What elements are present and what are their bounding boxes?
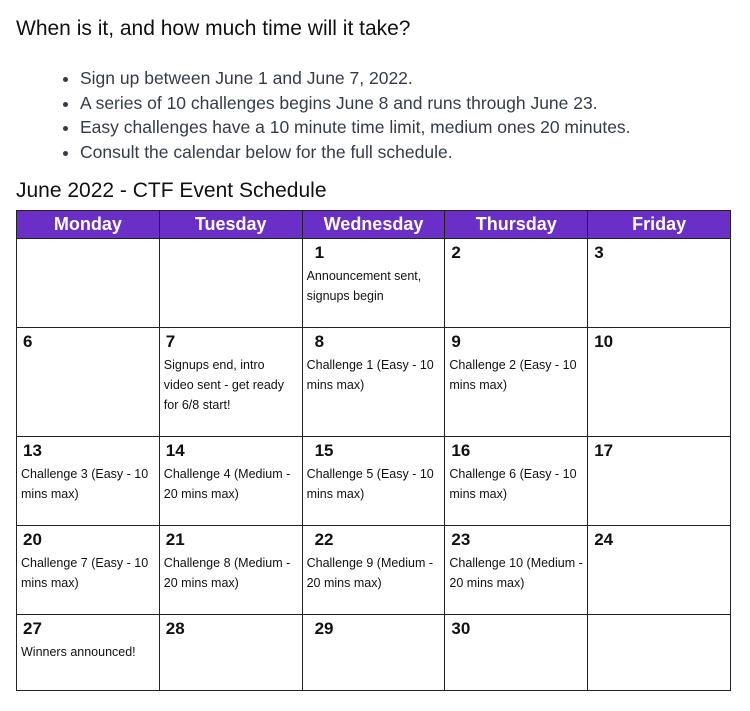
calendar-week-row [17,615,731,691]
calendar-cell-content [445,328,587,398]
header-monday: Monday [17,211,160,239]
day-number: 9 [451,332,461,351]
calendar-cell-wednesday [302,328,445,437]
calendar-cell-content [445,437,587,507]
day-number: 10 [594,332,614,351]
calendar-cell-content [588,526,730,556]
header-tuesday: Tuesday [159,211,302,239]
info-bullet-list [58,66,631,164]
calendar-week-row [17,526,731,615]
calendar-cell-monday [17,239,160,328]
calendar-cell-wednesday [302,239,445,328]
day-number: 1 [314,243,325,262]
calendar-cell-content [445,526,587,596]
calendar-cell-monday [17,328,160,437]
day-number: 20 [23,530,42,549]
day-number: 22 [314,530,334,549]
event-description: Challenge 1 (Easy - 10 mins max) [306,358,434,392]
event-description: Challenge 8 (Medium - 20 mins max) [163,556,291,590]
bullet-signup: • Sign up between June 1 and June 7, 2022. [80,66,631,91]
calendar-cell-thursday [445,615,588,691]
calendar-header-row [17,211,731,239]
calendar-cell-content [160,239,302,247]
day-number: 13 [23,441,42,460]
calendar-cell-content [17,239,159,247]
event-description: Challenge 9 (Medium - 20 mins max) [306,556,434,590]
calendar-cell-tuesday [159,239,302,328]
day-number: 7 [165,332,176,351]
calendar-cell-thursday [445,526,588,615]
day-number: 6 [23,332,33,351]
event-description: Challenge 2 (Easy - 10 mins max) [449,358,577,392]
calendar-cell-content [160,526,302,596]
calendar-cell-monday [17,615,160,691]
event-description: Challenge 10 (Medium - 20 mins max) [449,556,583,590]
header-friday: Friday [588,211,731,239]
calendar-cell-friday [588,526,731,615]
calendar-cell-thursday [445,437,588,526]
calendar-cell-content [588,615,730,623]
calendar-cell-monday [17,437,160,526]
bullet-time-limits: • Easy challenges have a 10 minute time limit, medium ones 20 minutes. [80,115,631,140]
calendar-cell-friday [588,239,731,328]
calendar-cell-content [303,615,445,645]
calendar-cell-tuesday [159,526,302,615]
calendar-cell-thursday [445,328,588,437]
calendar-title: June 2022 - CTF Event Schedule [16,179,327,202]
calendar-cell-content [588,328,730,358]
section-heading: When is it, and how much time will it take? [16,17,411,40]
calendar-cell-wednesday [302,526,445,615]
day-number: 16 [451,441,471,460]
calendar-cell-content [160,328,302,418]
day-number: 3 [594,243,604,262]
calendar-cell-content [588,239,730,269]
calendar-cell-friday [588,328,731,437]
event-description: Challenge 6 (Easy - 10 mins max) [449,467,577,501]
day-number: 15 [314,441,334,460]
calendar-cell-wednesday [302,615,445,691]
event-description: Winners announced! [21,645,136,659]
calendar-cell-content [303,328,445,398]
calendar-week-row [17,328,731,437]
calendar-cell-thursday [445,239,588,328]
calendar-cell-content [303,437,445,507]
event-description: Challenge 7 (Easy - 10 mins max) [21,556,149,590]
bullet-calendar-note: • Consult the calendar below for the full schedule. [80,140,631,165]
calendar-cell-content [160,437,302,507]
calendar-week-row [17,239,731,328]
event-description: Challenge 5 (Easy - 10 mins max) [306,467,434,501]
calendar-cell-tuesday [159,328,302,437]
day-number: 17 [594,441,614,460]
calendar-cell-content [160,615,302,645]
day-number: 14 [165,441,185,460]
day-number: 23 [451,530,471,549]
day-number: 28 [165,619,185,638]
calendar-cell-tuesday [159,615,302,691]
bullet-series: • A series of 10 challenges begins June 8 and runs through June 23. [80,91,631,116]
event-description: Announcement sent, signups begin [306,269,422,303]
event-description: Signups end, intro video sent - get ready for 6/8 start! [163,358,285,412]
calendar-cell-content [17,437,159,507]
calendar-cell-content [303,239,445,309]
calendar-cell-content [445,615,587,645]
calendar-cell-friday [588,437,731,526]
calendar-cell-tuesday [159,437,302,526]
calendar-cell-friday [588,615,731,691]
day-number: 8 [314,332,325,351]
calendar-cell-content [303,526,445,596]
day-number: 2 [451,243,461,262]
day-number: 24 [594,530,614,549]
calendar-cell-content [588,437,730,467]
header-thursday: Thursday [445,211,588,239]
day-number: 29 [314,619,334,638]
event-description: Challenge 4 (Medium - 20 mins max) [163,467,291,501]
calendar-cell-content [17,328,159,358]
calendar-cell-content [445,239,587,269]
day-number: 27 [23,619,42,638]
header-wednesday: Wednesday [302,211,445,239]
calendar-cell-content [17,526,159,596]
calendar-cell-monday [17,526,160,615]
calendar-week-row [17,437,731,526]
calendar-cell-wednesday [302,437,445,526]
event-description: Challenge 3 (Easy - 10 mins max) [21,467,149,501]
day-number: 21 [165,530,185,549]
calendar-cell-content [17,615,159,665]
day-number: 30 [451,619,471,638]
event-calendar [16,210,731,691]
